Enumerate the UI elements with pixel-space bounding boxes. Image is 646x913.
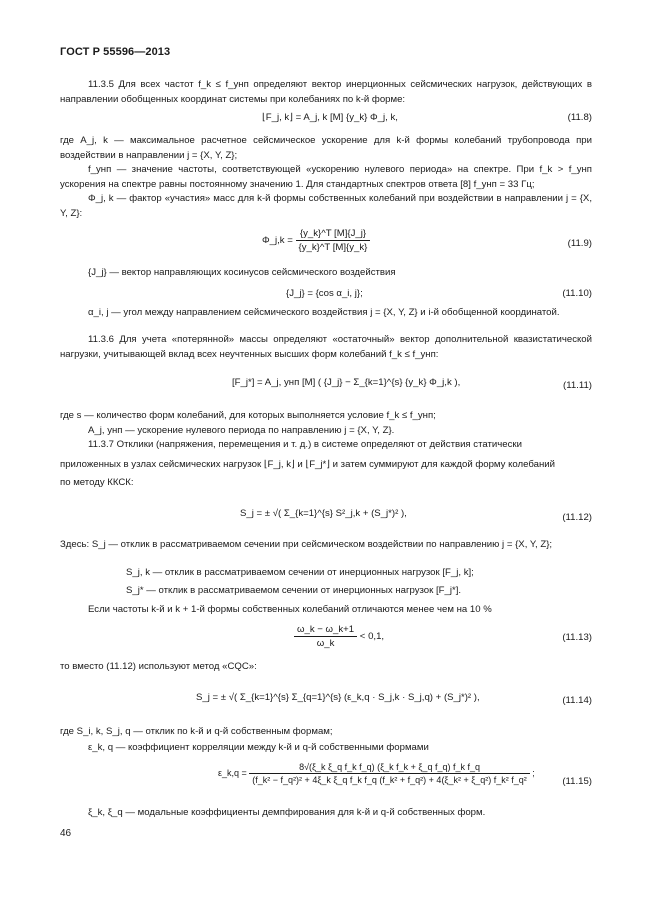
definition-phi: Φ_j, k — фактор «участия» масс для k-й формы собственных колебаний при воздействии в направлении j = {X, Y, Z}: bbox=[60, 193, 592, 219]
equation-number-11-10: (11.10) bbox=[562, 288, 592, 299]
equation-number-11-13: (11.13) bbox=[562, 632, 592, 643]
definition-S-jk: S_j, k — отклик в рассматриваемом сечении от инерционных нагрузок [F_j, k]; bbox=[126, 567, 474, 578]
cqc-method-line: то вместо (11.12) используют метод «CQC»: bbox=[60, 661, 257, 672]
frequency-condition: Если частоты k-й и k + 1-й формы собственных колебаний отличаются менее чем на 10 % bbox=[88, 604, 492, 615]
equation-number-11-12: (11.12) bbox=[562, 512, 592, 523]
paragraph-11-3-7-line1: 11.3.7 Отклики (напряжения, перемещения и т. д.) в системе определяют от действия статически bbox=[88, 439, 522, 450]
paragraph-11-3-5: 11.3.5 Для всех частот f_k ≤ f_унп определяют вектор инерционных сейсмических нагрузок, действующих в направлении обобщенных координат системы при колебаниях по k-й форме: bbox=[60, 79, 592, 105]
equation-number-11-14: (11.14) bbox=[562, 695, 592, 706]
definition-A-unp: A_j, унп — ускорение нулевого периода по направлению j = {X, Y, Z}. bbox=[88, 425, 395, 436]
paragraph-11-3-7-line2: приложенных в узлах сейсмических нагрузок ⌊F_j, k⌋ и ⌊F_j*⌋ и затем суммируют для каждой форму колебаний bbox=[60, 459, 555, 470]
equation-11-9-lhs: Φ_j,k = bbox=[262, 235, 293, 247]
definition-f-unp: f_унп — значение частоты, соответствующей «ускорению нулевого периода» на спектре. При f_k > f_унп ускорения на спектре равны постоянному значению 1. Для стандартных спектров ответа [8] f_унп = 33 Гц; bbox=[60, 164, 592, 190]
equation-11-15-numerator: 8√(ξ_k ξ_q f_k f_q) (ξ_k f_k + ξ_q f_q) f_k f_q bbox=[249, 762, 529, 774]
equation-11-10: {J_j} = {cos α_i, j}; bbox=[286, 288, 363, 299]
definition-A: где A_j, k — максимальное расчетное сейсмическое ускорение для k-й формы колебаний трубопровода при воздействии в направлении j = {X, Y, Z}; bbox=[60, 135, 592, 161]
definition-S-q: где S_i, k, S_j, q — отклик по k-й и q-й собственным формам; bbox=[60, 726, 333, 737]
definition-epsilon: ε_k, q — коэффициент корреляции между k-й и q-й собственными формами bbox=[88, 742, 429, 753]
definition-S-star: S_j* — отклик в рассматриваемом сечении от инерционных нагрузок [F_j*]. bbox=[126, 585, 462, 596]
definition-alpha: α_i, j — угол между направлением сейсмического воздействия j = {X, Y, Z} и i-й обобщенной координатой. bbox=[88, 307, 560, 318]
equation-11-13-denominator: ω_k bbox=[316, 638, 335, 649]
equation-11-9 bbox=[262, 228, 370, 253]
equation-11-13-rhs: < 0,1, bbox=[359, 631, 385, 643]
paragraph-11-3-6: 11.3.6 Для учета «потерянной» массы определяют «остаточный» вектор дополнительной квазистатической нагрузки, учитывающей вклад всех неучтенных высших форм колебаний f_k ≤ f_унп: bbox=[60, 334, 592, 360]
page-number: 46 bbox=[60, 828, 72, 839]
equation-11-8: ⌊F_j, k⌋ = A_j, k [M] {y_k} Φ_j, k, bbox=[262, 112, 398, 123]
equation-11-15-fraction bbox=[249, 762, 529, 785]
document-header: ГОСТ Р 55596—2013 bbox=[60, 46, 171, 58]
definition-S-j: Здесь: S_j — отклик в рассматриваемом сечении при сейсмическом воздействии по направлению j = {X, Y, Z}; bbox=[60, 539, 553, 550]
equation-11-13-fraction bbox=[294, 624, 357, 649]
paragraph-11-3-7-line3: по методу ККСК: bbox=[60, 477, 134, 488]
equation-number-11-9: (11.9) bbox=[567, 238, 592, 249]
equation-11-15-end: ; bbox=[532, 767, 535, 778]
definition-xi: ξ_k, ξ_q — модальные коэффициенты демпфирования для k-й и q-й собственных форм. bbox=[88, 807, 486, 818]
definition-J: {J_j} — вектор направляющих косинусов сейсмического воздействия bbox=[88, 267, 396, 278]
equation-11-9-fraction bbox=[296, 228, 371, 253]
equation-number-11-11: (11.11) bbox=[563, 380, 592, 391]
equation-11-15-denominator: (f_k² − f_q²)² + 4ξ_k ξ_q f_k f_q (f_k² + f_q²) + 4(ξ_k² + ξ_q²) f_k² f_q² bbox=[252, 775, 527, 785]
equation-11-13-numerator: ω_k − ω_k+1 bbox=[294, 624, 357, 637]
equation-11-15-lhs: ε_k,q = bbox=[218, 767, 247, 778]
equation-number-11-15: (11.15) bbox=[562, 776, 592, 787]
equation-11-12: S_j = ± √( Σ_{k=1}^{s} S²_j,k + (S_j*)² ), bbox=[240, 508, 407, 519]
equation-11-11: [F_j*] = A_j, унп [M] ( {J_j} − Σ_{k=1}^{s} {y_k} Φ_j,k ), bbox=[232, 377, 461, 388]
equation-number-11-8: (11.8) bbox=[567, 112, 592, 123]
definition-s: где s — количество форм колебаний, для которых выполняется условие f_k ≤ f_унп; bbox=[60, 410, 436, 421]
equation-11-14: S_j = ± √( Σ_{k=1}^{s} Σ_{q=1}^{s} (ε_k,q · S_j,k · S_j,q) + (S_j*)² ), bbox=[196, 692, 480, 703]
equation-11-13 bbox=[294, 624, 384, 649]
equation-11-15 bbox=[218, 762, 535, 785]
equation-11-9-numerator: {y_k}^T [M]{J_j} bbox=[296, 228, 371, 241]
equation-11-9-denominator: {y_k}^T [M]{y_k} bbox=[298, 242, 368, 253]
